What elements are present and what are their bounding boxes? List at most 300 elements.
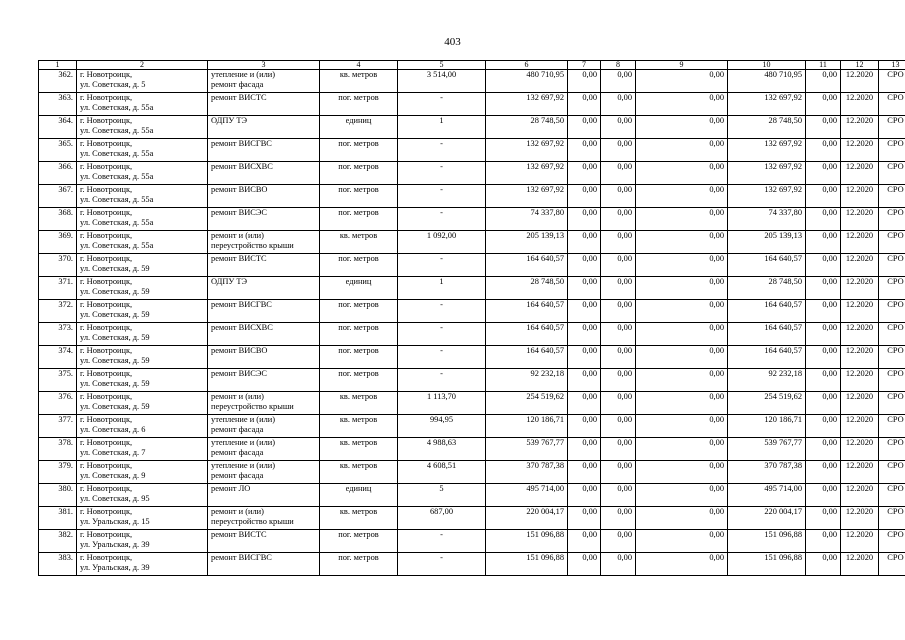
completion-date-cell: 12.2020 [841, 162, 879, 185]
fund-cell-8: 0,00 [601, 323, 636, 346]
address-cell-line: г. Новотроицк, [80, 461, 133, 470]
work-type-cell [208, 70, 320, 93]
column-number-3: 3 [208, 61, 320, 70]
table-row [39, 415, 905, 438]
address-cell [77, 162, 208, 185]
address-cell-line: г. Новотроицк, [80, 162, 133, 171]
fund-cell-8: 0,00 [601, 254, 636, 277]
address-cell-line: г. Новотроицк, [80, 484, 133, 493]
fund-cell-8: 0,00 [601, 231, 636, 254]
column-number-13: 13 [879, 61, 905, 70]
address-cell-line: ул. Советская, д. 59 [80, 402, 150, 411]
fund-cell-9: 0,00 [636, 300, 728, 323]
owners-funds-cell: 92 232,18 [728, 369, 806, 392]
address-cell [77, 277, 208, 300]
address-cell-line: ул. Советская, д. 9 [80, 471, 146, 480]
fund-cell-11: 0,00 [806, 254, 841, 277]
row-number-cell: 374. [39, 346, 77, 369]
owners-funds-cell: 164 640,57 [728, 323, 806, 346]
row-number-cell: 364. [39, 116, 77, 139]
address-cell-line: г. Новотроицк, [80, 231, 133, 240]
fund-cell-11: 0,00 [806, 369, 841, 392]
fund-cell-11: 0,00 [806, 461, 841, 484]
work-type-cell [208, 346, 320, 369]
quantity-cell: - [398, 553, 486, 576]
work-type-cell-line: ремонт ВИСТС [211, 530, 267, 539]
fund-cell-7: 0,00 [568, 185, 601, 208]
row-number-cell: 375. [39, 369, 77, 392]
owners-funds-cell: 495 714,00 [728, 484, 806, 507]
completion-date-cell: 12.2020 [841, 139, 879, 162]
table-row [39, 461, 905, 484]
address-cell [77, 185, 208, 208]
table-row [39, 70, 905, 93]
fund-cell-11: 0,00 [806, 415, 841, 438]
address-cell [77, 300, 208, 323]
funding-source-cell: СРО [879, 323, 905, 346]
owners-funds-cell: 28 748,50 [728, 116, 806, 139]
funding-source-cell: СРО [879, 530, 905, 553]
work-type-cell-line: ремонт ВИСТС [211, 254, 267, 263]
total-cost-cell: 495 714,00 [486, 484, 568, 507]
work-type-cell-line: ремонт и (или) [211, 392, 264, 401]
column-number-row [39, 61, 905, 70]
address-cell [77, 93, 208, 116]
total-cost-cell: 132 697,92 [486, 139, 568, 162]
work-type-cell [208, 93, 320, 116]
work-type-cell-line: ремонт ЛО [211, 484, 251, 493]
work-type-cell-line: ремонт ВИСГВС [211, 553, 272, 562]
owners-funds-cell: 151 096,88 [728, 553, 806, 576]
fund-cell-8: 0,00 [601, 116, 636, 139]
total-cost-cell: 164 640,57 [486, 346, 568, 369]
quantity-cell: 1 092,00 [398, 231, 486, 254]
address-cell-line: ул. Советская, д. 59 [80, 264, 150, 273]
row-number-cell: 380. [39, 484, 77, 507]
fund-cell-11: 0,00 [806, 162, 841, 185]
work-type-cell-line: ремонт ВИСГВС [211, 139, 272, 148]
table-row [39, 208, 905, 231]
quantity-cell: - [398, 254, 486, 277]
work-type-cell [208, 162, 320, 185]
work-type-cell-line: ремонт фасада [211, 425, 264, 434]
fund-cell-8: 0,00 [601, 208, 636, 231]
column-number-10: 10 [728, 61, 806, 70]
work-type-cell [208, 415, 320, 438]
address-cell-line: ул. Советская, д. 5 [80, 80, 146, 89]
fund-cell-7: 0,00 [568, 93, 601, 116]
fund-cell-9: 0,00 [636, 254, 728, 277]
completion-date-cell: 12.2020 [841, 208, 879, 231]
fund-cell-9: 0,00 [636, 507, 728, 530]
owners-funds-cell: 220 004,17 [728, 507, 806, 530]
fund-cell-8: 0,00 [601, 93, 636, 116]
completion-date-cell: 12.2020 [841, 461, 879, 484]
total-cost-cell: 164 640,57 [486, 323, 568, 346]
row-number-cell: 379. [39, 461, 77, 484]
table-row [39, 553, 905, 576]
unit-cell: пог. метров [320, 162, 398, 185]
owners-funds-cell: 120 186,71 [728, 415, 806, 438]
address-cell [77, 254, 208, 277]
table-row [39, 139, 905, 162]
fund-cell-7: 0,00 [568, 116, 601, 139]
quantity-cell: - [398, 369, 486, 392]
work-type-cell [208, 208, 320, 231]
address-cell [77, 116, 208, 139]
unit-cell: кв. метров [320, 461, 398, 484]
quantity-cell: 4 988,63 [398, 438, 486, 461]
work-type-cell [208, 461, 320, 484]
funding-source-cell: СРО [879, 392, 905, 415]
row-number-cell: 372. [39, 300, 77, 323]
fund-cell-11: 0,00 [806, 300, 841, 323]
fund-cell-11: 0,00 [806, 530, 841, 553]
fund-cell-9: 0,00 [636, 415, 728, 438]
row-number-cell: 368. [39, 208, 77, 231]
fund-cell-11: 0,00 [806, 507, 841, 530]
work-type-cell [208, 300, 320, 323]
work-type-cell-line: ремонт фасада [211, 471, 264, 480]
unit-cell: единиц [320, 277, 398, 300]
fund-cell-11: 0,00 [806, 346, 841, 369]
unit-cell: пог. метров [320, 93, 398, 116]
fund-cell-7: 0,00 [568, 461, 601, 484]
fund-cell-9: 0,00 [636, 208, 728, 231]
row-number-cell: 367. [39, 185, 77, 208]
address-cell [77, 208, 208, 231]
address-cell-line: г. Новотроицк, [80, 530, 133, 539]
address-cell [77, 323, 208, 346]
fund-cell-9: 0,00 [636, 438, 728, 461]
total-cost-cell: 28 748,50 [486, 277, 568, 300]
quantity-cell: - [398, 185, 486, 208]
unit-cell: пог. метров [320, 530, 398, 553]
row-number-cell: 383. [39, 553, 77, 576]
row-number-cell: 382. [39, 530, 77, 553]
fund-cell-7: 0,00 [568, 300, 601, 323]
total-cost-cell: 92 232,18 [486, 369, 568, 392]
address-cell-line: ул. Советская, д. 55а [80, 241, 154, 250]
completion-date-cell: 12.2020 [841, 346, 879, 369]
row-number-cell: 370. [39, 254, 77, 277]
fund-cell-11: 0,00 [806, 231, 841, 254]
address-cell-line: г. Новотроицк, [80, 277, 133, 286]
quantity-cell: - [398, 323, 486, 346]
fund-cell-9: 0,00 [636, 277, 728, 300]
address-cell [77, 346, 208, 369]
total-cost-cell: 74 337,80 [486, 208, 568, 231]
register-table [38, 60, 905, 576]
fund-cell-8: 0,00 [601, 461, 636, 484]
fund-cell-9: 0,00 [636, 346, 728, 369]
total-cost-cell: 164 640,57 [486, 254, 568, 277]
work-type-cell [208, 116, 320, 139]
column-number-11: 11 [806, 61, 841, 70]
register-table-body [39, 61, 905, 576]
completion-date-cell: 12.2020 [841, 507, 879, 530]
total-cost-cell: 120 186,71 [486, 415, 568, 438]
fund-cell-7: 0,00 [568, 507, 601, 530]
address-cell-line: г. Новотроицк, [80, 507, 133, 516]
completion-date-cell: 12.2020 [841, 415, 879, 438]
fund-cell-7: 0,00 [568, 70, 601, 93]
owners-funds-cell: 132 697,92 [728, 93, 806, 116]
total-cost-cell: 28 748,50 [486, 116, 568, 139]
work-type-cell [208, 369, 320, 392]
unit-cell: пог. метров [320, 346, 398, 369]
funding-source-cell: СРО [879, 461, 905, 484]
address-cell-line: ул. Уральская, д. 15 [80, 517, 150, 526]
completion-date-cell: 12.2020 [841, 116, 879, 139]
completion-date-cell: 12.2020 [841, 484, 879, 507]
fund-cell-11: 0,00 [806, 553, 841, 576]
address-cell-line: г. Новотроицк, [80, 415, 133, 424]
total-cost-cell: 151 096,88 [486, 553, 568, 576]
fund-cell-7: 0,00 [568, 231, 601, 254]
total-cost-cell: 370 787,38 [486, 461, 568, 484]
address-cell-line: г. Новотроицк, [80, 346, 133, 355]
funding-source-cell: СРО [879, 438, 905, 461]
column-number-4: 4 [320, 61, 398, 70]
address-cell-line: г. Новотроицк, [80, 116, 133, 125]
table-row [39, 369, 905, 392]
unit-cell: кв. метров [320, 507, 398, 530]
unit-cell: кв. метров [320, 392, 398, 415]
unit-cell: пог. метров [320, 369, 398, 392]
funding-source-cell: СРО [879, 484, 905, 507]
fund-cell-11: 0,00 [806, 208, 841, 231]
fund-cell-7: 0,00 [568, 438, 601, 461]
work-type-cell-line: ремонт ВИСХВС [211, 323, 273, 332]
owners-funds-cell: 132 697,92 [728, 139, 806, 162]
work-type-cell-line: ремонт фасада [211, 448, 264, 457]
fund-cell-9: 0,00 [636, 231, 728, 254]
owners-funds-cell: 164 640,57 [728, 300, 806, 323]
quantity-cell: - [398, 162, 486, 185]
quantity-cell: 687,00 [398, 507, 486, 530]
work-type-cell [208, 277, 320, 300]
table-row [39, 93, 905, 116]
address-cell-line: ул. Уральская, д. 39 [80, 563, 150, 572]
fund-cell-9: 0,00 [636, 323, 728, 346]
work-type-cell [208, 507, 320, 530]
funding-source-cell: СРО [879, 507, 905, 530]
table-row [39, 300, 905, 323]
column-number-9: 9 [636, 61, 728, 70]
owners-funds-cell: 28 748,50 [728, 277, 806, 300]
unit-cell: пог. метров [320, 208, 398, 231]
address-cell-line: г. Новотроицк, [80, 254, 133, 263]
funding-source-cell: СРО [879, 300, 905, 323]
address-cell-line: г. Новотроицк, [80, 323, 133, 332]
fund-cell-11: 0,00 [806, 438, 841, 461]
column-number-1: 1 [39, 61, 77, 70]
address-cell [77, 392, 208, 415]
total-cost-cell: 151 096,88 [486, 530, 568, 553]
address-cell [77, 530, 208, 553]
row-number-cell: 366. [39, 162, 77, 185]
address-cell-line: г. Новотроицк, [80, 93, 133, 102]
funding-source-cell: СРО [879, 139, 905, 162]
table-row [39, 162, 905, 185]
fund-cell-8: 0,00 [601, 277, 636, 300]
quantity-cell: - [398, 208, 486, 231]
address-cell-line: г. Новотроицк, [80, 185, 133, 194]
work-type-cell-line: ремонт ВИСВО [211, 346, 268, 355]
column-number-2: 2 [77, 61, 208, 70]
work-type-cell-line: ОДПУ ТЭ [211, 116, 248, 125]
owners-funds-cell: 132 697,92 [728, 185, 806, 208]
row-number-cell: 378. [39, 438, 77, 461]
unit-cell: пог. метров [320, 323, 398, 346]
table-row [39, 116, 905, 139]
funding-source-cell: СРО [879, 277, 905, 300]
owners-funds-cell: 164 640,57 [728, 254, 806, 277]
row-number-cell: 377. [39, 415, 77, 438]
unit-cell: единиц [320, 484, 398, 507]
work-type-cell-line: ремонт и (или) [211, 507, 264, 516]
fund-cell-7: 0,00 [568, 369, 601, 392]
address-cell-line: ул. Советская, д. 55а [80, 149, 154, 158]
work-type-cell-line: переустройство крыши [211, 402, 294, 411]
unit-cell: пог. метров [320, 300, 398, 323]
fund-cell-7: 0,00 [568, 392, 601, 415]
work-type-cell [208, 139, 320, 162]
row-number-cell: 371. [39, 277, 77, 300]
fund-cell-8: 0,00 [601, 438, 636, 461]
funding-source-cell: СРО [879, 346, 905, 369]
table-row [39, 185, 905, 208]
fund-cell-8: 0,00 [601, 553, 636, 576]
address-cell-line: ул. Советская, д. 95 [80, 494, 150, 503]
work-type-cell [208, 438, 320, 461]
work-type-cell-line: утепление и (или) [211, 415, 276, 424]
funding-source-cell: СРО [879, 116, 905, 139]
owners-funds-cell: 205 139,13 [728, 231, 806, 254]
fund-cell-8: 0,00 [601, 162, 636, 185]
fund-cell-9: 0,00 [636, 484, 728, 507]
address-cell-line: ул. Советская, д. 55а [80, 126, 154, 135]
address-cell-line: г. Новотроицк, [80, 369, 133, 378]
fund-cell-7: 0,00 [568, 484, 601, 507]
quantity-cell: - [398, 139, 486, 162]
fund-cell-9: 0,00 [636, 162, 728, 185]
funding-source-cell: СРО [879, 254, 905, 277]
fund-cell-11: 0,00 [806, 277, 841, 300]
quantity-cell: - [398, 93, 486, 116]
table-row [39, 231, 905, 254]
owners-funds-cell: 74 337,80 [728, 208, 806, 231]
work-type-cell-line: ремонт ВИСЭС [211, 369, 267, 378]
quantity-cell: 1 [398, 116, 486, 139]
fund-cell-11: 0,00 [806, 93, 841, 116]
fund-cell-8: 0,00 [601, 415, 636, 438]
address-cell [77, 507, 208, 530]
unit-cell: кв. метров [320, 231, 398, 254]
unit-cell: пог. метров [320, 254, 398, 277]
table-row [39, 392, 905, 415]
address-cell-line: г. Новотроицк, [80, 139, 133, 148]
quantity-cell: 4 608,51 [398, 461, 486, 484]
address-cell [77, 484, 208, 507]
fund-cell-8: 0,00 [601, 185, 636, 208]
work-type-cell-line: ремонт фасада [211, 80, 264, 89]
quantity-cell: 994,95 [398, 415, 486, 438]
completion-date-cell: 12.2020 [841, 277, 879, 300]
fund-cell-9: 0,00 [636, 116, 728, 139]
quantity-cell: 3 514,00 [398, 70, 486, 93]
fund-cell-9: 0,00 [636, 553, 728, 576]
work-type-cell-line: утепление и (или) [211, 461, 276, 470]
address-cell-line: ул. Советская, д. 6 [80, 425, 146, 434]
work-type-cell [208, 484, 320, 507]
address-cell-line: г. Новотроицк, [80, 208, 133, 217]
address-cell-line: г. Новотроицк, [80, 300, 133, 309]
quantity-cell: 1 [398, 277, 486, 300]
unit-cell: кв. метров [320, 438, 398, 461]
work-type-cell-line: ремонт ВИСГВС [211, 300, 272, 309]
fund-cell-8: 0,00 [601, 70, 636, 93]
work-type-cell [208, 323, 320, 346]
column-number-7: 7 [568, 61, 601, 70]
address-cell [77, 461, 208, 484]
total-cost-cell: 132 697,92 [486, 93, 568, 116]
quantity-cell: - [398, 300, 486, 323]
table-row [39, 254, 905, 277]
funding-source-cell: СРО [879, 70, 905, 93]
quantity-cell: - [398, 346, 486, 369]
fund-cell-11: 0,00 [806, 116, 841, 139]
completion-date-cell: 12.2020 [841, 93, 879, 116]
owners-funds-cell: 370 787,38 [728, 461, 806, 484]
row-number-cell: 365. [39, 139, 77, 162]
fund-cell-8: 0,00 [601, 484, 636, 507]
address-cell-line: ул. Советская, д. 59 [80, 333, 150, 342]
work-type-cell-line: утепление и (или) [211, 70, 276, 79]
completion-date-cell: 12.2020 [841, 231, 879, 254]
fund-cell-8: 0,00 [601, 369, 636, 392]
total-cost-cell: 164 640,57 [486, 300, 568, 323]
address-cell-line: ул. Советская, д. 59 [80, 356, 150, 365]
owners-funds-cell: 539 767,77 [728, 438, 806, 461]
column-number-5: 5 [398, 61, 486, 70]
address-cell [77, 553, 208, 576]
work-type-cell [208, 392, 320, 415]
table-row [39, 530, 905, 553]
quantity-cell: - [398, 530, 486, 553]
address-cell [77, 139, 208, 162]
completion-date-cell: 12.2020 [841, 438, 879, 461]
funding-source-cell: СРО [879, 162, 905, 185]
fund-cell-9: 0,00 [636, 392, 728, 415]
address-cell-line: ул. Советская, д. 55а [80, 195, 154, 204]
owners-funds-cell: 480 710,95 [728, 70, 806, 93]
work-type-cell [208, 553, 320, 576]
work-type-cell [208, 231, 320, 254]
completion-date-cell: 12.2020 [841, 553, 879, 576]
unit-cell: кв. метров [320, 70, 398, 93]
row-number-cell: 363. [39, 93, 77, 116]
total-cost-cell: 220 004,17 [486, 507, 568, 530]
table-row [39, 323, 905, 346]
address-cell [77, 369, 208, 392]
fund-cell-8: 0,00 [601, 530, 636, 553]
table-row [39, 438, 905, 461]
funding-source-cell: СРО [879, 553, 905, 576]
row-number-cell: 362. [39, 70, 77, 93]
address-cell-line: г. Новотроицк, [80, 553, 133, 562]
